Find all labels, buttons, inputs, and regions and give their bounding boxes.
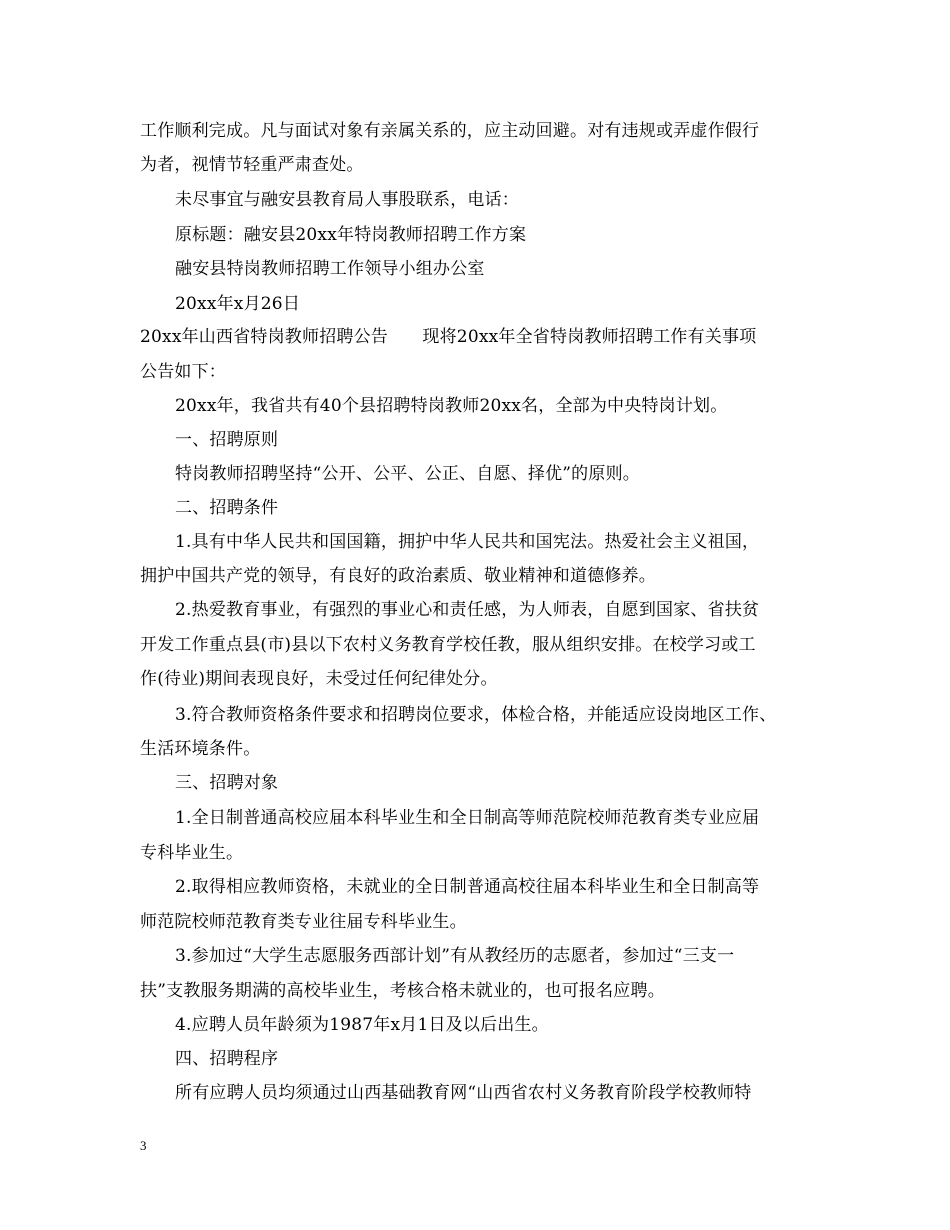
text-line: 工作顺利完成。凡与面试对象有亲属关系的，应主动回避。对有违规或弄虚作假行 — [140, 121, 760, 141]
text-line: 3.参加过“大学生志愿服务西部计划”有从教经历的志愿者，参加过“三支一 — [175, 946, 735, 966]
text-line: 拥护中国共产党的领导，有良好的政治素质、敬业精神和道德修养。 — [140, 566, 656, 586]
text-line: 4.应聘人员年龄须为1987年x月1日及以后出生。 — [175, 1015, 549, 1035]
section-heading: 一、招聘原则 — [175, 430, 279, 450]
text-line: 作(待业)期间表现良好，未受过任何纪律处分。 — [140, 669, 498, 689]
date-line: 20xx年x月26日 — [175, 294, 301, 314]
text-line: 专科毕业生。 — [140, 843, 244, 863]
text-line: 1.具有中华人民共和国国籍，拥护中华人民共和国宪法。热爱社会主义祖国， — [175, 532, 760, 552]
text-line: 20xx年，我省共有40个县招聘特岗教师20xx名，全部为中央特岗计划。 — [175, 396, 728, 416]
text-line: 未尽事宜与融安县教育局人事股联系，电话： — [175, 190, 519, 210]
page-number: 3 — [140, 1138, 147, 1153]
text-line: 所有应聘人员均须通过山西基础教育网“山西省农村义务教育阶段学校教师特 — [175, 1083, 752, 1103]
text-line: 师范院校师范教育类专业往届专科毕业生。 — [140, 912, 467, 932]
section-heading: 三、招聘对象 — [175, 773, 279, 793]
text-line: 为者，视情节轻重严肃查处。 — [140, 155, 364, 175]
section-heading: 四、招聘程序 — [175, 1049, 279, 1069]
text-line: 1.全日制普通高校应届本科毕业生和全日制高等师范院校师范教育类专业应届 — [175, 808, 760, 828]
text-line: 3.符合教师资格条件要求和招聘岗位要求，体检合格，并能适应设岗地区工作、 — [175, 705, 777, 725]
text-line: 扶”支教服务期满的高校毕业生，考核合格未就业的，也可报名应聘。 — [140, 981, 665, 1001]
text-line: 开发工作重点县(市)县以下农村义务教育学校任教，服从组织安排。在校学习或工 — [140, 635, 756, 655]
text-line: 原标题：融安县20xx年特岗教师招聘工作方案 — [175, 225, 527, 245]
text-line: 特岗教师招聘坚持“公开、公平、公正、自愿、择优”的原则。 — [175, 464, 640, 484]
text-line: 公告如下： — [140, 362, 226, 382]
text-line: 2.热爱教育事业，有强烈的事业心和责任感，为人师表，自愿到国家、省扶贫 — [175, 600, 760, 620]
text-line: 生活环境条件。 — [140, 739, 261, 759]
text-line: 2.取得相应教师资格，未就业的全日制普通高校往届本科毕业生和全日制高等 — [175, 877, 760, 897]
announcement-title-line: 20xx年山西省特岗教师招聘公告 现将20xx年全省特岗教师招聘工作有关事项 — [140, 327, 757, 347]
section-heading: 二、招聘条件 — [175, 498, 279, 518]
text-line: 融安县特岗教师招聘工作领导小组办公室 — [175, 259, 485, 279]
